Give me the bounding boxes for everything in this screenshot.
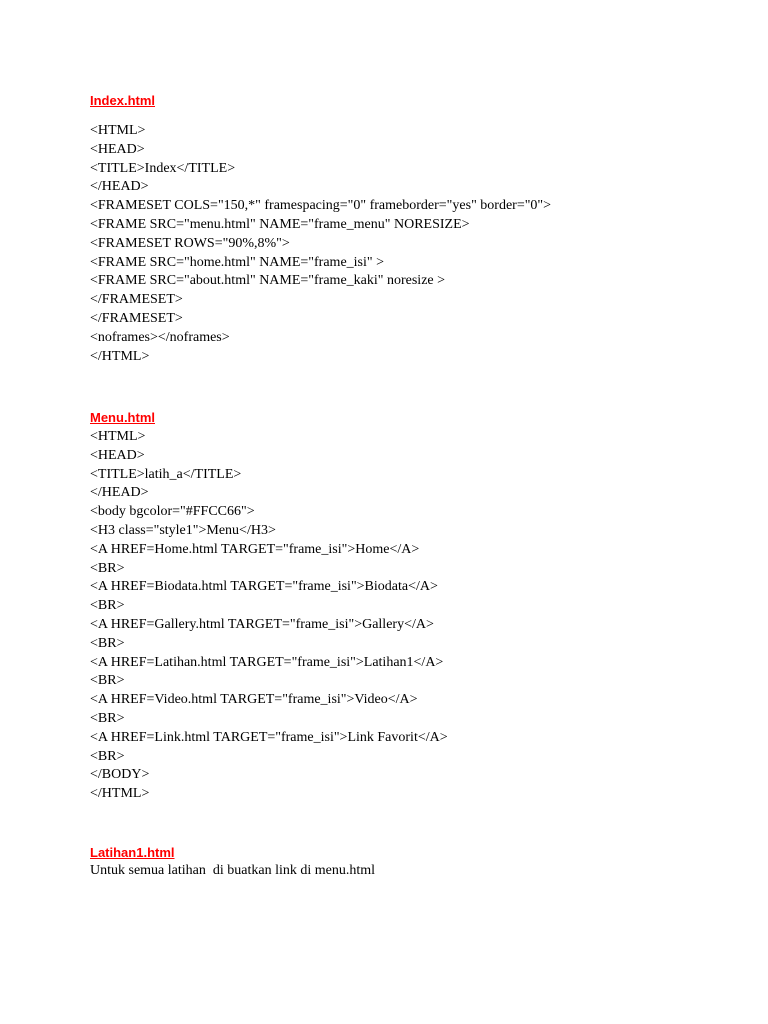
code-line: <FRAME SRC="menu.html" NAME="frame_menu" NORESIZE> [90, 216, 470, 232]
code-line: </HTML> [90, 786, 150, 802]
code-line: <FRAMESET ROWS="90%,8%"> [90, 235, 290, 251]
code-line: <FRAMESET COLS="150,*" framespacing="0" frameborder="yes" border="0"> [90, 198, 552, 214]
code-line: </HTML> [90, 348, 150, 364]
code-line: <HEAD> [90, 141, 145, 157]
code-line: <H3 class="style1">Menu</H3> [90, 522, 276, 538]
code-block [90, 122, 551, 366]
code-line: <A HREF=Link.html TARGET="frame_isi">Link Favorit</A> [90, 729, 448, 745]
code-line: <BR> [90, 560, 125, 576]
section-index-html [90, 92, 551, 366]
code-line: <HEAD> [90, 447, 145, 463]
section-heading: Latihan1.html [90, 845, 175, 860]
code-line: <A HREF=Video.html TARGET="frame_isi">Video</A> [90, 692, 418, 708]
text-block [90, 862, 375, 881]
code-line: <A HREF=Latihan.html TARGET="frame_isi">Latihan1</A> [90, 654, 444, 670]
code-line: </HEAD> [90, 485, 149, 501]
section-heading: Index.html [90, 93, 156, 108]
code-line: </BODY> [90, 767, 150, 783]
section-heading: Menu.html [90, 410, 155, 425]
section-menu-html [90, 409, 448, 804]
code-line: <noframes></noframes> [90, 329, 230, 345]
code-line: <BR> [90, 598, 125, 614]
code-line: </FRAMESET> [90, 310, 183, 326]
code-line: <BR> [90, 635, 125, 651]
section-latihan1-html [90, 844, 375, 881]
code-line: <TITLE>Index</TITLE> [90, 160, 236, 176]
code-line: <A HREF=Home.html TARGET="frame_isi">Home</A> [90, 541, 420, 557]
code-line: </HEAD> [90, 179, 149, 195]
body-text-line: Untuk semua latihan di buatkan link di menu.html [90, 863, 376, 878]
code-line: <A HREF=Gallery.html TARGET="frame_isi">Gallery</A> [90, 616, 434, 632]
code-line: <HTML> [90, 429, 146, 444]
code-line: <FRAME SRC="about.html" NAME="frame_kaki" noresize > [90, 273, 446, 289]
code-block [90, 428, 448, 804]
code-line: <HTML> [90, 123, 146, 138]
code-line: <body bgcolor="#FFCC66"> [90, 504, 255, 520]
code-line: <BR> [90, 673, 125, 689]
code-line: </FRAMESET> [90, 292, 183, 308]
code-line: <A HREF=Biodata.html TARGET="frame_isi">Biodata</A> [90, 579, 438, 595]
code-line: <FRAME SRC="home.html" NAME="frame_isi" > [90, 254, 384, 270]
code-line: <BR> [90, 748, 125, 764]
code-line: <TITLE>latih_a</TITLE> [90, 466, 242, 482]
code-line: <BR> [90, 710, 125, 726]
